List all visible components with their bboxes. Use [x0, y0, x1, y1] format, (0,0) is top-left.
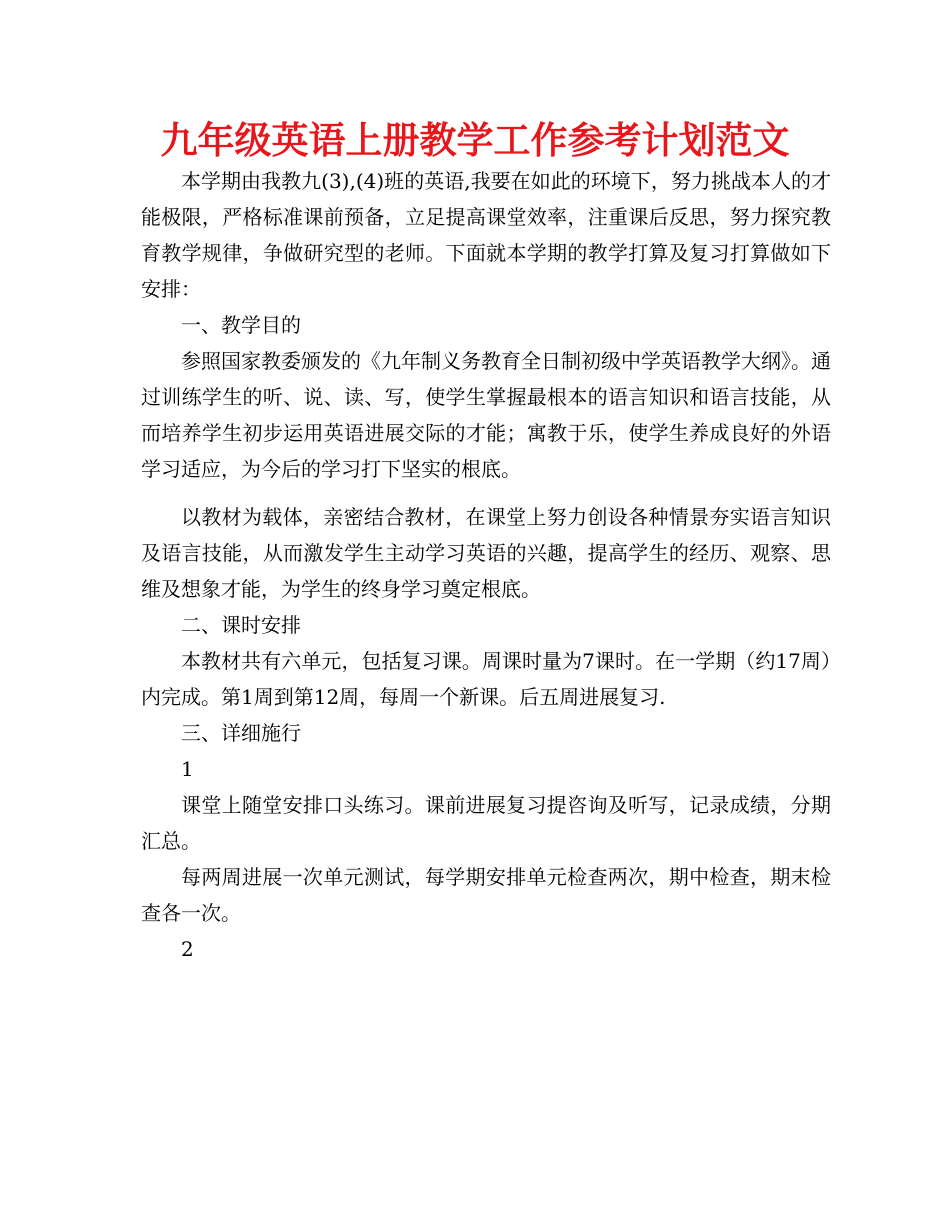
- paragraph-oral-practice: 课堂上随堂安排口头练习。课前进展复习提咨询及听写，记录成绩，分期汇总。: [141, 793, 831, 853]
- list-number-2: 2: [181, 937, 194, 961]
- section-heading-schedule: 二、课时安排: [181, 613, 301, 637]
- section-heading-teaching-goals: 一、教学目的: [181, 313, 301, 337]
- list-number-1: 1: [181, 757, 194, 781]
- paragraph-syllabus: 参照国家教委颁发的《九年制义务教育全日制初级中学英语教学大纲》。通过训练学生的听、说、读、写，使学生掌握最根本的语言知识和语言技能，从而培养学生初步运用英语进展交际的才能；寓教于乐，使学生养成良好的外语学习适应，为今后的学习打下坚实的根底。: [141, 349, 831, 481]
- paragraph-intro: 本学期由我教九(3),(4)班的英语,我要在如此的环境下，努力挑战本人的才能极限，严格标准课前预备，立足提高课堂效率，注重课后反思，努力探究教育教学规律，争做研究型的老师。下面就本学期的教学打算及复习打算做如下安排：: [141, 169, 831, 301]
- section-heading-implementation: 三、详细施行: [181, 721, 301, 745]
- document-title: 九年级英语上册教学工作参考计划范文: [160, 119, 790, 162]
- paragraph-unit-tests: 每两周进展一次单元测试，每学期安排单元检查两次，期中检查，期末检查各一次。: [141, 865, 831, 925]
- document-body: [141, 163, 831, 967]
- paragraph-schedule: 本教材共有六单元，包括复习课。周课时量为7课时。在一学期（约17周）内完成。第1周到第12周，每周一个新课。后五周进展复习.: [141, 649, 831, 709]
- paragraph-textbook: 以教材为载体，亲密结合教材，在课堂上努力创设各种情景夯实语言知识及语言技能，从而激发学生主动学习英语的兴趣，提高学生的经历、观察、思维及想象才能，为学生的终身学习奠定根底。: [141, 505, 831, 601]
